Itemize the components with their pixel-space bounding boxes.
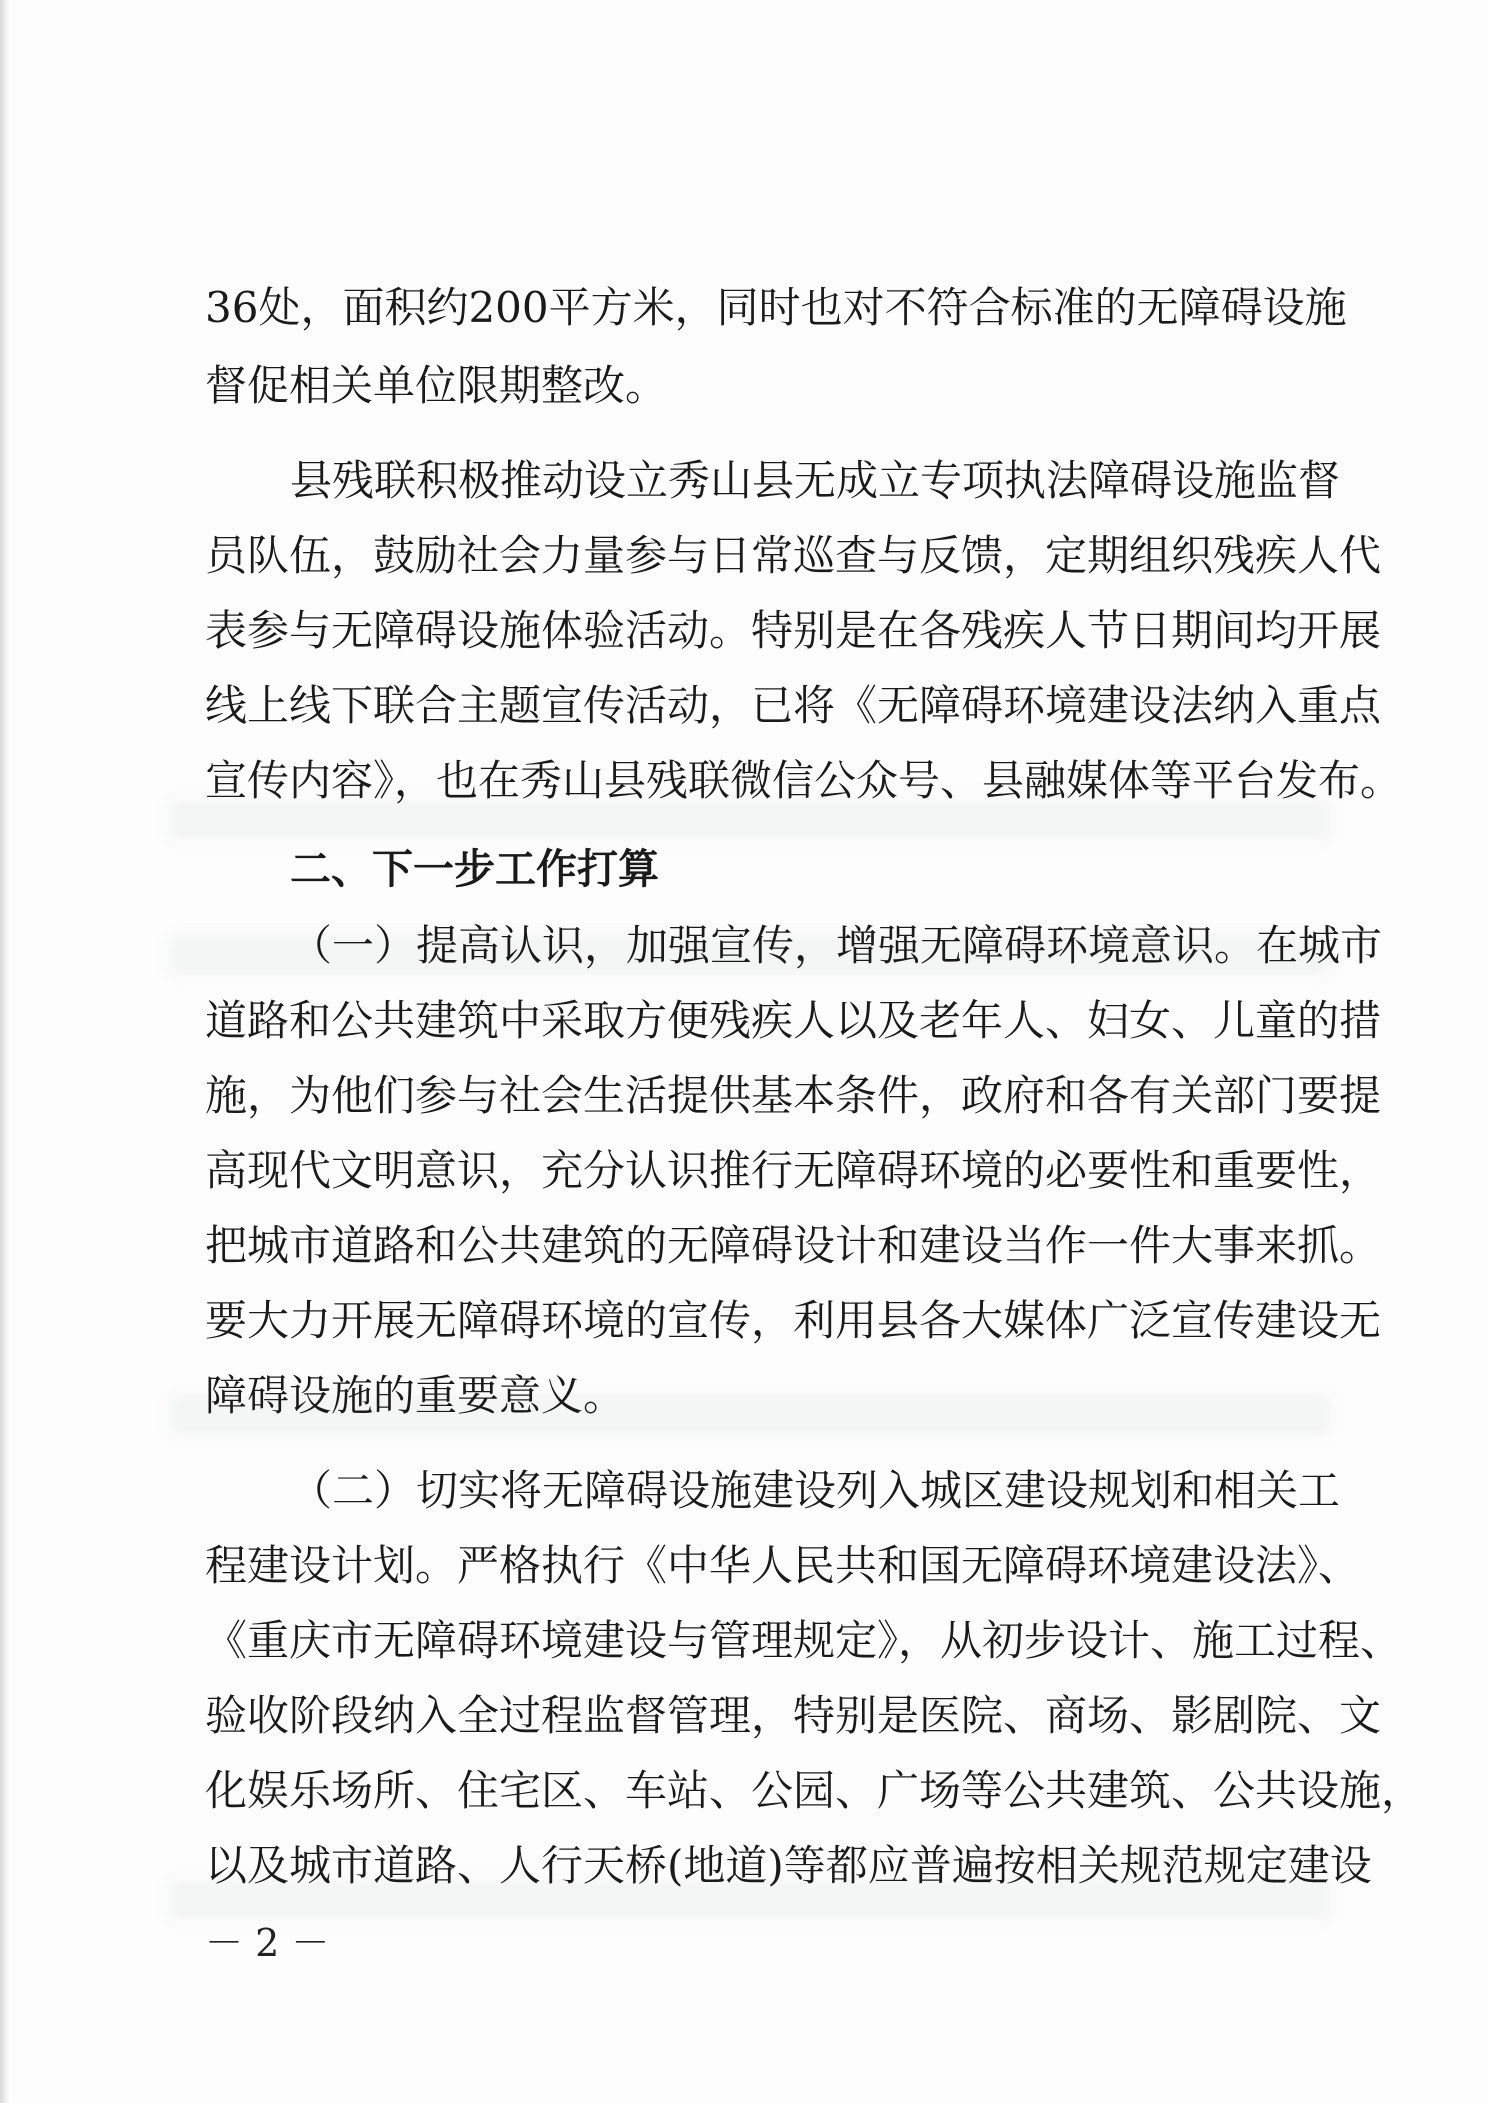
body-line <box>0 1285 1488 1357</box>
body-line <box>0 1210 1488 1282</box>
text-line: 高现代文明意识，充分认识推行无障碍环境的必要性和重要性， <box>205 1146 1382 1195</box>
body-line <box>0 1605 1488 1677</box>
body-line <box>0 1530 1488 1602</box>
body-line <box>0 520 1488 592</box>
text-line: （二）切实将无障碍设施建设列入城区建设规划和相关工 <box>290 1466 1341 1515</box>
section-heading <box>0 833 1488 905</box>
body-line <box>0 1755 1488 1827</box>
body-line <box>0 445 1488 517</box>
text-line: 验收阶段纳入全过程监督管理，特别是医院、商场、影剧院、文 <box>205 1691 1382 1740</box>
text-line: 督促相关单位限期整改。 <box>205 361 668 410</box>
text-line: 36处，面积约200平方米，同时也对不符合标准的无障碍设施 <box>205 283 1347 332</box>
body-line <box>0 910 1488 982</box>
body-line <box>0 1060 1488 1132</box>
text-line: 员队伍，鼓励社会力量参与日常巡查与反馈，定期组织残疾人代 <box>205 531 1382 580</box>
text-line: 障碍设施的重要意义。 <box>205 1371 626 1420</box>
body-line <box>0 272 1488 344</box>
text-line: 宣传内容》，也在秀山县残联微信公众号、县融媒体等平台发布。 <box>205 756 1403 805</box>
text-line: 县残联积极推动设立秀山县无成立专项执法障碍设施监督 <box>290 456 1341 505</box>
heading-text: 二、下一步工作打算 <box>290 845 659 893</box>
body-line <box>0 350 1488 422</box>
text-line: （一）提高认识，加强宣传，增强无障碍环境意识。在城市 <box>290 921 1383 970</box>
text-line: 以及城市道路、人行天桥(地道)等都应普遍按相关规范规定建设 <box>205 1841 1372 1890</box>
text-line: 《重庆市无障碍环境建设与管理规定》，从初步设计、施工过程、 <box>205 1616 1403 1665</box>
page-number: － 2 － <box>205 1921 330 1965</box>
body-line <box>0 595 1488 667</box>
text-line: 表参与无障碍设施体验活动。特别是在各残疾人节日期间均开展 <box>205 606 1382 655</box>
body-line <box>0 1830 1488 1902</box>
text-line: 化娱乐场所、住宅区、车站、公园、广场等公共建筑、公共设施， <box>205 1766 1424 1815</box>
body-line <box>0 1135 1488 1207</box>
text-line: 施，为他们参与社会生活提供基本条件，政府和各有关部门要提 <box>205 1071 1382 1120</box>
body-line <box>0 745 1488 817</box>
text-line: 线上线下联合主题宣传活动，已将《无障碍环境建设法纳入重点 <box>205 681 1382 730</box>
body-line <box>0 670 1488 742</box>
text-line: 把城市道路和公共建筑的无障碍设计和建设当作一件大事来抓。 <box>205 1221 1382 1270</box>
body-line <box>0 1360 1488 1432</box>
body-line <box>0 1680 1488 1752</box>
text-line: 道路和公共建筑中采取方便残疾人以及老年人、妇女、儿童的措 <box>205 996 1382 1045</box>
body-line <box>0 1455 1488 1527</box>
body-line <box>0 985 1488 1057</box>
text-line: 程建设计划。严格执行《中华人民共和国无障碍环境建设法》、 <box>205 1541 1361 1590</box>
text-line: 要大力开展无障碍环境的宣传，利用县各大媒体广泛宣传建设无 <box>205 1296 1382 1345</box>
